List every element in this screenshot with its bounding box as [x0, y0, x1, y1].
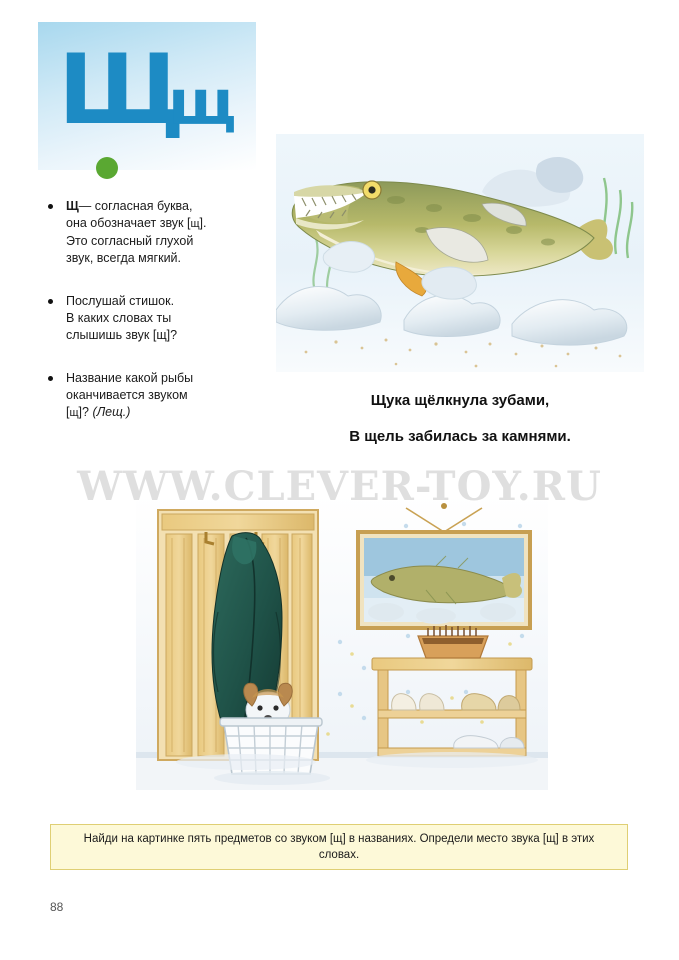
- task-box: [50, 824, 628, 870]
- watermark-text: WWW.CLEVER-TOY.RU: [77, 463, 602, 510]
- bullet-letter-symbol: Щ: [66, 199, 79, 213]
- bullet-list: [40, 198, 270, 448]
- basket-shadow: [214, 771, 330, 785]
- wardrobe-shadow: [176, 754, 316, 770]
- bullet-listen-line-1: Послушай стишок.: [66, 294, 175, 308]
- puppy-eye-right: [273, 705, 278, 710]
- bullet-fish-answer: (Лещ.): [92, 405, 131, 419]
- bullet-listen-line-2: В каких словах ты: [66, 311, 172, 325]
- bullet-letter-info: Щ— согласная буква, она обозначает звук [щ]. Это согласный глухой звук, всегда мягкий.: [40, 198, 270, 267]
- puppy-eye-left: [257, 705, 262, 710]
- task-text: Найди на картинке пять предметов со звуком [щ] в названиях. Определи место звука [щ] в этих словах.: [83, 833, 595, 861]
- bench-top: [372, 658, 532, 670]
- bullet-fish-line-2: оканчивается звуком: [66, 388, 188, 402]
- room-illustration: [106, 486, 576, 804]
- bullet-listen-line-3: слышишь звук [щ]?: [66, 328, 178, 342]
- picture-nail: [441, 503, 447, 509]
- room-illustration-svg: [106, 486, 576, 804]
- basket-rim: [220, 718, 322, 726]
- bench-shelf: [378, 710, 526, 718]
- page-number: 88: [50, 900, 64, 914]
- rhyme-line-2: В щель забилась за камнями.: [349, 428, 571, 445]
- bullet-listen-task: [40, 293, 270, 344]
- bullet-fish-question: Название какой рыбы оканчивается звуком [щ]? (Лещ.): [40, 370, 270, 422]
- pike-illustration: [276, 134, 644, 372]
- bench-shadow: [366, 752, 538, 768]
- bullet-fish-line-1: Название какой рыбы: [66, 371, 194, 385]
- fish-pupil: [368, 186, 375, 193]
- picture-fish-eye: [389, 575, 395, 581]
- letter-lowercase: щ: [168, 66, 237, 139]
- green-dot-icon: [96, 157, 118, 179]
- letter-uppercase: Щ: [58, 34, 188, 146]
- rhyme-line-1: Щука щёлкнула зубами,: [370, 392, 550, 409]
- pike-illustration-svg: [276, 134, 644, 372]
